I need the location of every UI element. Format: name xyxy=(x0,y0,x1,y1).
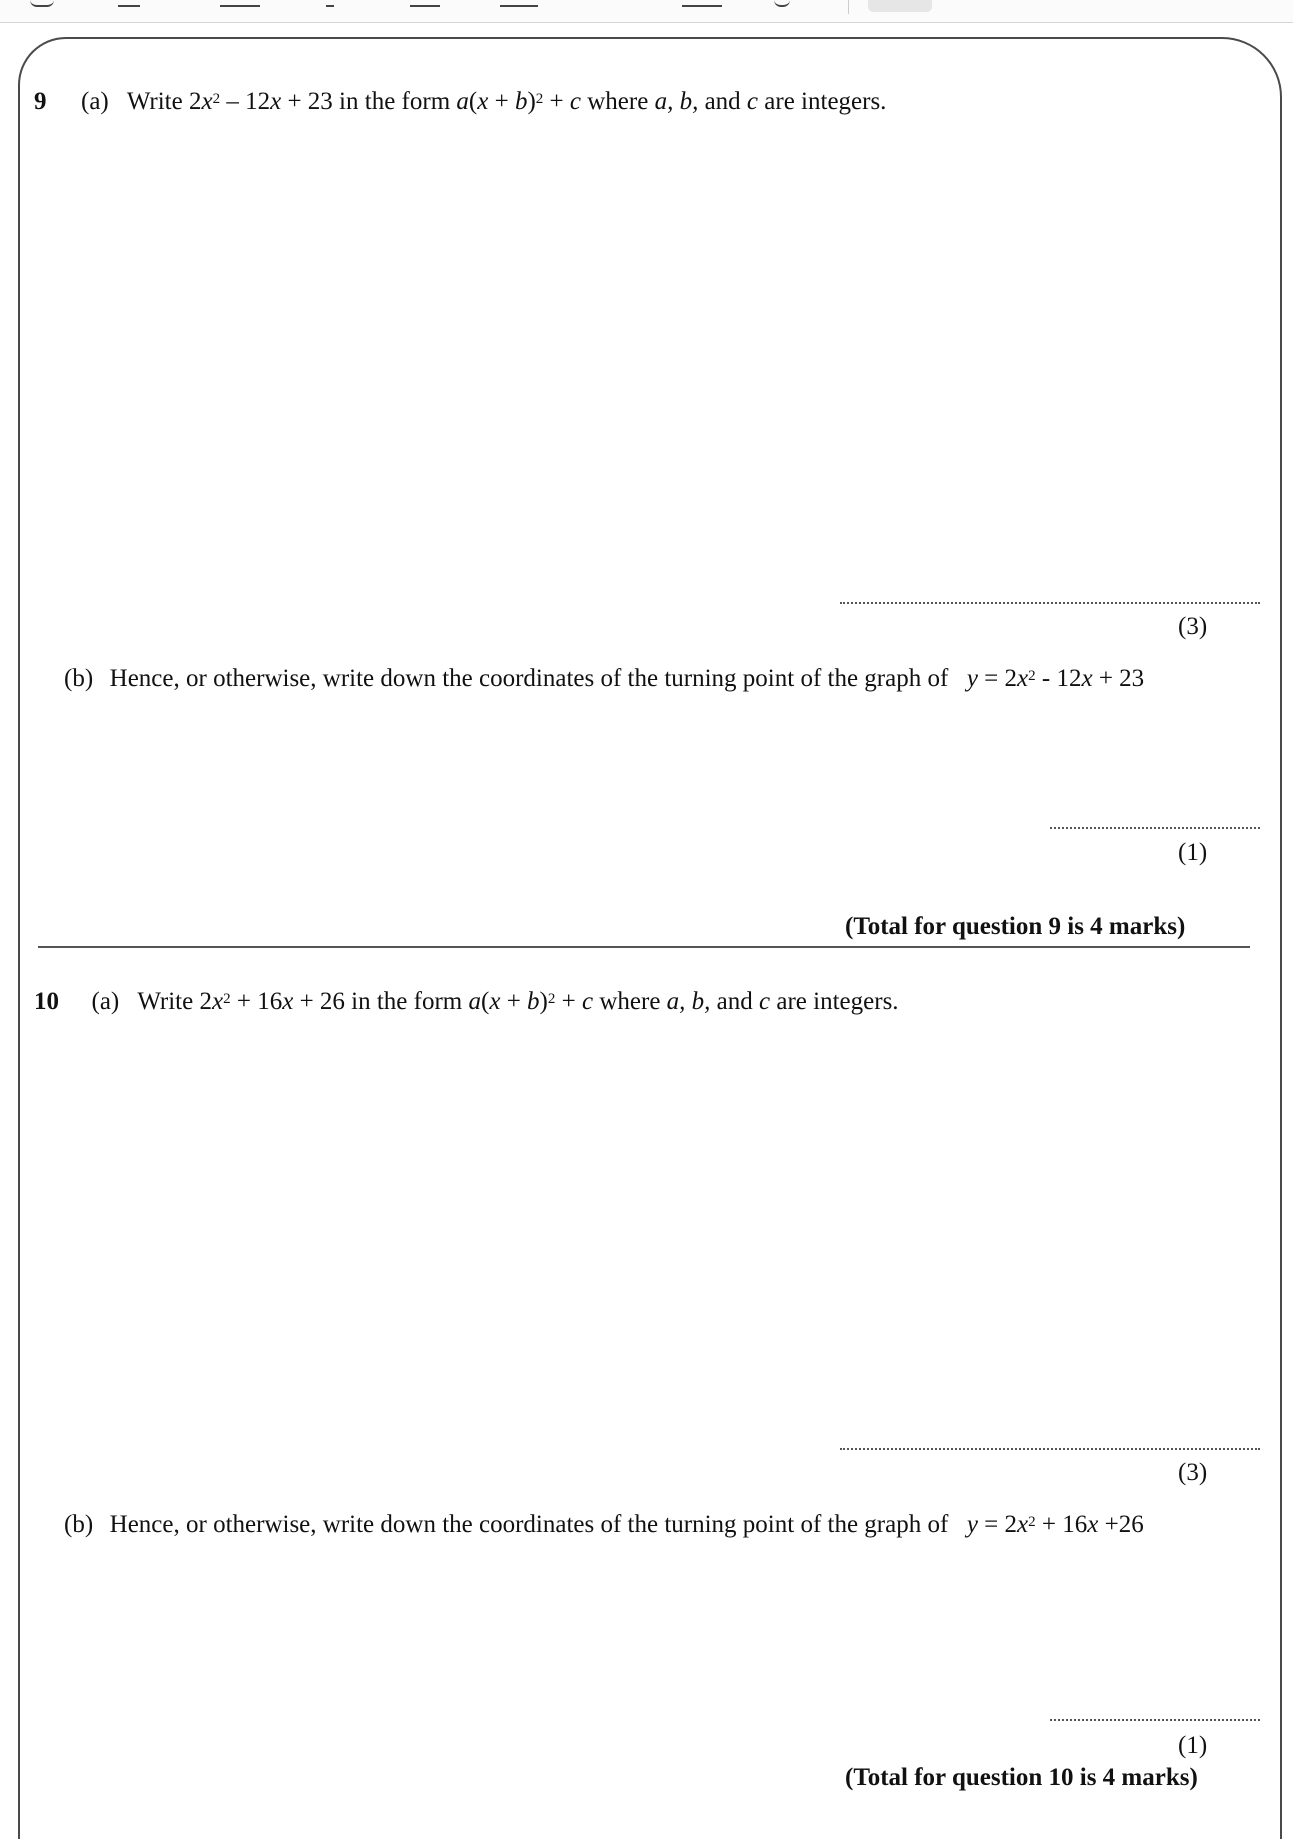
toolbar-button[interactable] xyxy=(868,0,932,12)
part-label: (a) xyxy=(91,988,120,1015)
question-text: Write $2x^2 + 16x + 26$ in the form $a(x + b)^2 + c$ where a, b, and c are integers. xyxy=(137,988,899,1015)
marks-label: (1) xyxy=(1178,839,1208,866)
marks-label: (3) xyxy=(1178,1459,1208,1486)
undo-icon[interactable] xyxy=(220,0,260,7)
highlight-icon[interactable] xyxy=(410,0,440,7)
answer-line[interactable] xyxy=(1050,1719,1260,1721)
question-9-part-b xyxy=(64,664,1144,694)
equation: $y = 2x^2 - 12x + 23$ xyxy=(966,665,1145,692)
back-icon[interactable] xyxy=(118,0,140,7)
marks-label: (3) xyxy=(1178,613,1208,640)
marks-label: (1) xyxy=(1178,1732,1208,1759)
question-total: (Total for question 10 is 4 marks) xyxy=(845,1764,1198,1791)
question-total: (Total for question 9 is 4 marks) xyxy=(845,913,1186,940)
answer-line[interactable] xyxy=(1050,827,1260,829)
pen-icon[interactable] xyxy=(326,0,334,7)
toolbar-separator xyxy=(848,0,849,14)
app-toolbar xyxy=(0,0,1293,23)
rotate-icon[interactable] xyxy=(30,0,54,7)
question-number: 10 xyxy=(34,988,59,1015)
question-divider xyxy=(38,946,1250,948)
question-text: Write $2x^2 - 12x + 23$ in the form $a(x + b)^2 + c$ where a, b, and c are integers. xyxy=(126,88,887,115)
part-label: (b) xyxy=(64,665,94,692)
answer-line[interactable] xyxy=(840,602,1260,604)
answer-line[interactable] xyxy=(840,1448,1260,1450)
equation: $y = 2x^2 + 16x +26$ xyxy=(966,1511,1144,1538)
more-icon[interactable] xyxy=(774,0,790,7)
question-10-part-b xyxy=(64,1510,1144,1540)
shape-icon[interactable] xyxy=(682,0,722,7)
question-text: Hence, or otherwise, write down the coordinates of the turning point of the graph of xyxy=(109,1511,949,1538)
question-9-part-a xyxy=(34,87,886,117)
question-number: 9 xyxy=(34,88,47,115)
part-label: (a) xyxy=(81,88,109,115)
question-text: Hence, or otherwise, write down the coordinates of the turning point of the graph of xyxy=(109,665,949,692)
part-label: (b) xyxy=(64,1511,94,1538)
question-10-part-a xyxy=(34,987,899,1017)
underline-icon[interactable] xyxy=(500,0,538,7)
